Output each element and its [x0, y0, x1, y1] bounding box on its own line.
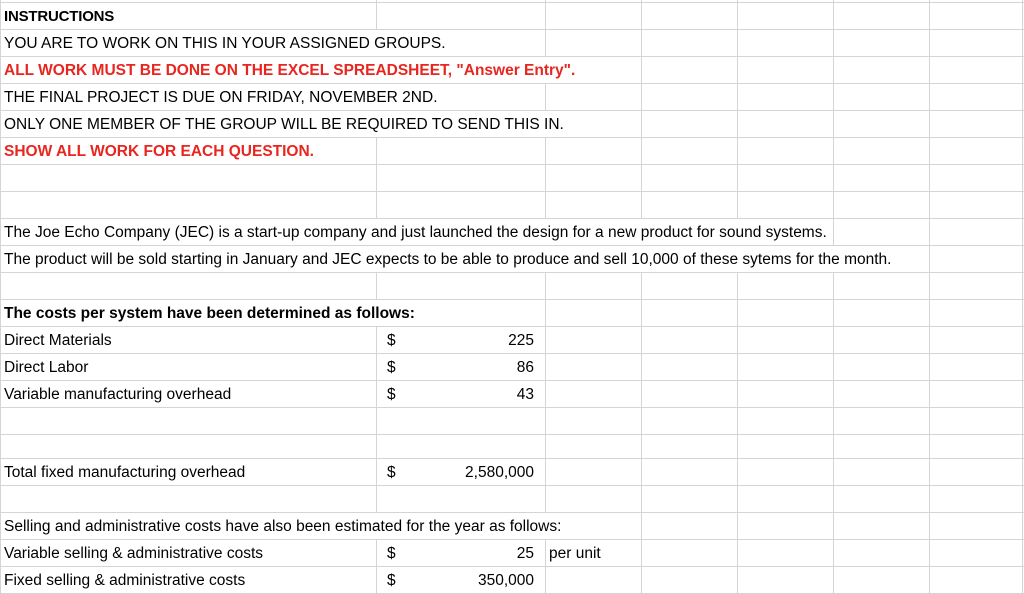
- cost-value[interactable]: 225: [508, 332, 534, 349]
- instruction-line[interactable]: THE FINAL PROJECT IS DUE ON FRIDAY, NOVEMBER 2ND.: [2, 84, 440, 110]
- instruction-line-emphasis[interactable]: SHOW ALL WORK FOR EACH QUESTION.: [2, 138, 316, 164]
- row-border: [0, 272, 1024, 273]
- selling-label[interactable]: Variable selling & administrative costs: [2, 540, 265, 566]
- row-border: [0, 164, 1024, 165]
- selling-value[interactable]: 350,000: [477, 572, 534, 589]
- column-border: [833, 0, 834, 594]
- cost-label[interactable]: Direct Materials: [2, 327, 114, 353]
- selling-value[interactable]: 25: [516, 545, 534, 562]
- column-border: [545, 0, 546, 594]
- row-border: [0, 191, 1024, 192]
- column-border: [641, 0, 642, 594]
- row-border: [0, 485, 1024, 486]
- selling-heading[interactable]: Selling and administrative costs have also been estimated for the year as follows:: [2, 513, 563, 539]
- intro-line[interactable]: The product will be sold starting in January and JEC expects to be able to produce and sell 10,000 of these sytems for the month.: [2, 246, 893, 272]
- unit-label[interactable]: per unit: [549, 545, 601, 562]
- row-border: [0, 434, 1024, 435]
- intro-line[interactable]: The Joe Echo Company (JEC) is a start-up company and just launched the design for a new product for sound systems.: [2, 219, 829, 245]
- currency-symbol: $: [387, 359, 396, 376]
- row-border: [0, 407, 1024, 408]
- row-border: [0, 2, 1024, 3]
- cost-value[interactable]: 43: [516, 386, 534, 403]
- cost-value[interactable]: 86: [516, 359, 534, 376]
- column-border: [737, 0, 738, 594]
- currency-symbol: $: [387, 572, 396, 589]
- fixed-overhead-value[interactable]: 2,580,000: [465, 464, 534, 481]
- instruction-line-emphasis[interactable]: ALL WORK MUST BE DONE ON THE EXCEL SPREADSHEET, "Answer Entry".: [2, 57, 577, 83]
- currency-symbol: $: [387, 545, 396, 562]
- cost-label[interactable]: Variable manufacturing overhead: [2, 381, 233, 407]
- column-border: [0, 0, 1, 594]
- column-border: [929, 0, 930, 594]
- currency-symbol: $: [387, 332, 396, 349]
- currency-symbol: $: [387, 464, 396, 481]
- selling-label[interactable]: Fixed selling & administrative costs: [2, 567, 247, 593]
- row-border: [0, 353, 1024, 354]
- currency-symbol: $: [387, 386, 396, 403]
- cost-label[interactable]: Direct Labor: [2, 354, 90, 380]
- instruction-line[interactable]: YOU ARE TO WORK ON THIS IN YOUR ASSIGNED GROUPS.: [2, 30, 448, 56]
- costs-heading[interactable]: The costs per system have been determined as follows:: [2, 300, 417, 326]
- instructions-heading[interactable]: INSTRUCTIONS: [2, 3, 116, 29]
- column-border: [1022, 0, 1023, 594]
- fixed-overhead-label[interactable]: Total fixed manufacturing overhead: [2, 459, 247, 485]
- instruction-line[interactable]: ONLY ONE MEMBER OF THE GROUP WILL BE REQUIRED TO SEND THIS IN.: [2, 111, 566, 137]
